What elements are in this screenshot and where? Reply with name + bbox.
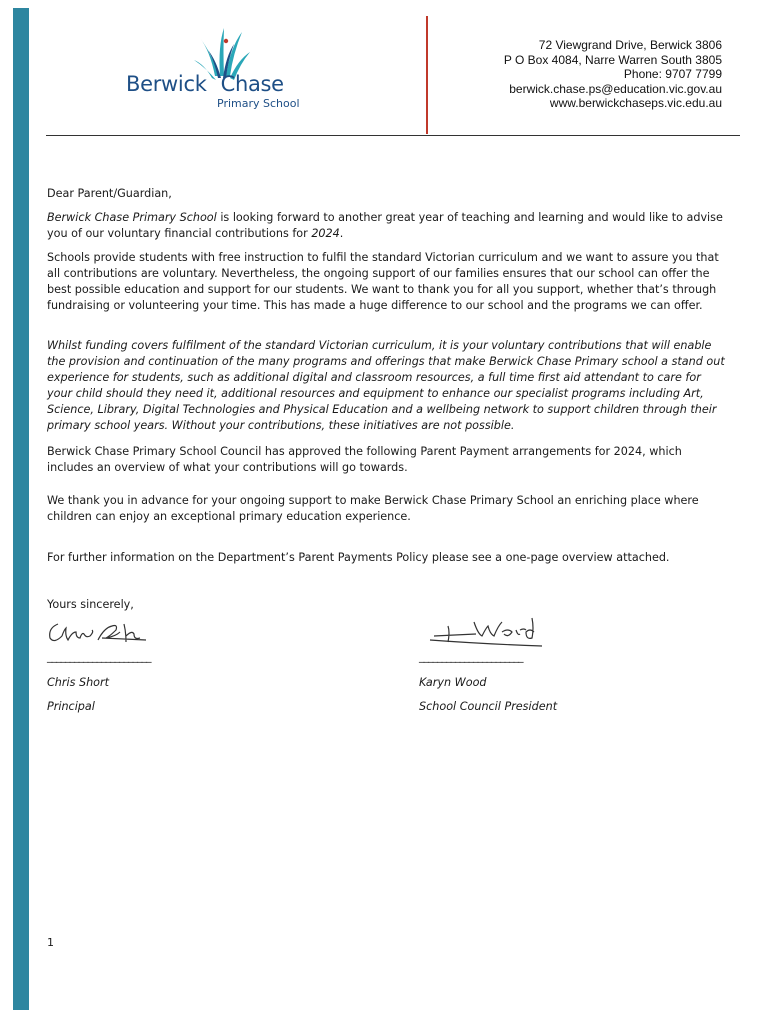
president-name: Karyn Wood bbox=[419, 676, 487, 689]
paragraph-free-instruction: Schools provide students with free instruction to fulfil the standard Victorian curriculum and we want to assure you that all contributions are voluntary. Nevertheless, the ongoing support of our families ensures that our school can offer the best possible education and support for our students. We want to thank you for all you support, whether that’s through fundraising or volunteering your time. This has made a huge difference to our school and the programs we can offer. bbox=[47, 251, 719, 312]
logo-subtitle: Primary School bbox=[217, 97, 300, 110]
paragraph-thanks: We thank you in advance for your ongoing support to make Berwick Chase Primary School an enriching place where children can enjoy an exceptional primary education experience. bbox=[47, 494, 699, 523]
address-phone: Phone: 9707 7799 bbox=[623, 67, 722, 81]
president-signature-icon bbox=[424, 610, 554, 652]
header-vertical-divider bbox=[426, 16, 428, 134]
principal-signature-icon bbox=[46, 618, 156, 648]
principal-signature-line: _______________________ bbox=[47, 650, 151, 663]
intro-school-name: Berwick Chase Primary School bbox=[47, 211, 217, 224]
intro-year: 2024 bbox=[311, 227, 340, 240]
address-po-box: P O Box 4084, Narre Warren South 3805 bbox=[503, 52, 722, 67]
paragraph-further-info: For further information on the Department’s Parent Payments Policy please see a one-page overview attached. bbox=[47, 551, 670, 564]
sidebar-accent-bar bbox=[13, 8, 29, 1010]
paragraph-intro bbox=[47, 210, 729, 242]
logo-word-berwick: Berwick bbox=[126, 72, 207, 96]
president-signature-line: _______________________ bbox=[419, 650, 523, 663]
intro-text: is looking forward to another great year of teaching and learning and would like to advise you of our voluntary financial contributions for bbox=[47, 211, 723, 240]
principal-name: Chris Short bbox=[47, 676, 110, 689]
school-logo bbox=[120, 26, 320, 118]
closing: Yours sincerely, bbox=[47, 598, 134, 611]
logo-word-chase: Chase bbox=[220, 72, 284, 96]
principal-role: Principal bbox=[47, 700, 95, 713]
address-street: 72 Viewgrand Drive, Berwick 3806 bbox=[538, 38, 722, 52]
paragraph-council-approval: Berwick Chase Primary School Council has approved the following Parent Payment arrangements for 2024, which includes an overview of what your contributions will go towards. bbox=[47, 445, 682, 474]
address-email: berwick.chase.ps@education.vic.gov.au bbox=[509, 81, 722, 96]
salutation: Dear Parent/Guardian, bbox=[47, 187, 172, 200]
school-address bbox=[504, 38, 722, 111]
address-website: www.berwickchaseps.vic.edu.au bbox=[549, 96, 722, 110]
intro-end: . bbox=[339, 227, 344, 240]
page-number: 1 bbox=[47, 936, 54, 949]
header-horizontal-rule bbox=[46, 135, 740, 136]
paragraph-funding: Whilst funding covers fulfilment of the standard Victorian curriculum, it is your voluntary contributions that will enable the provision and continuation of the many programs and offerings that make Berwick Chase Primary school a stand out experience for students, such as additional digital and classroom resources, a full time first aid attendant to care for your child should they need it, additional resources and equipment to enhance our specialist programs including Art, Science, Library, Digital Technologies and Physical Education and a wellbeing network to support children through their primary school years. Without your contributions, these initiatives are not possible. bbox=[47, 339, 725, 432]
president-role: School Council President bbox=[419, 700, 558, 713]
logo-wordmark bbox=[126, 72, 284, 96]
